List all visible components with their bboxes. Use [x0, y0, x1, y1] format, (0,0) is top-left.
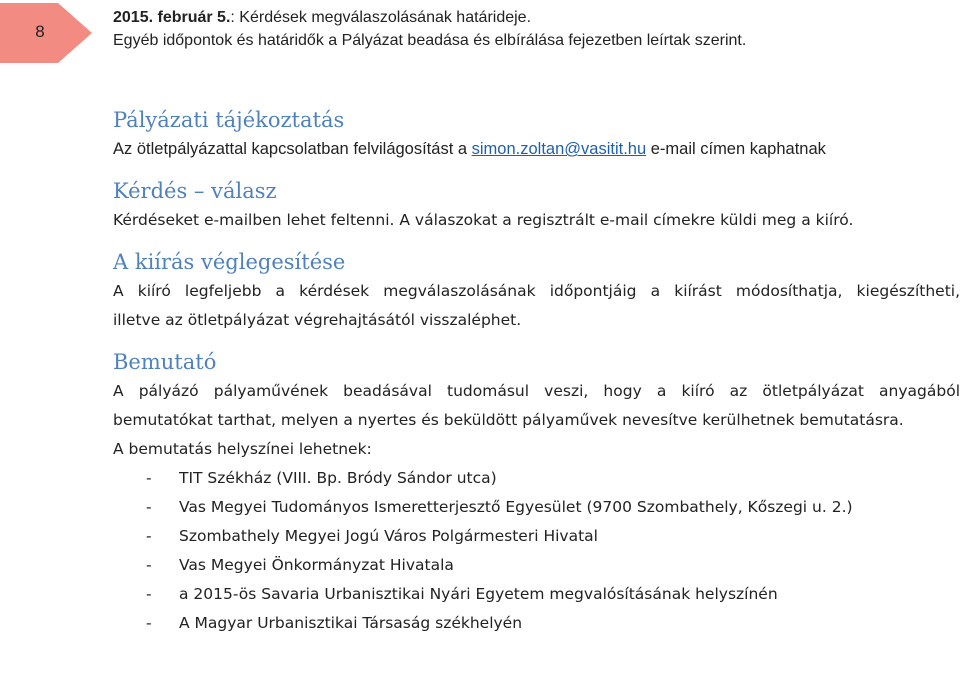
venue-item: - A Magyar Urbanisztikai Társaság székhelyén [113, 609, 960, 638]
venue-item: - Vas Megyei Tudományos Ismeretterjesztő Egyesület (9700 Szombathely, Kőszegi u. 2.) [113, 493, 960, 522]
email-link[interactable]: simon.zoltan@vasitit.hu [471, 140, 647, 158]
venue-item: - a 2015-ös Savaria Urbanisztikai Nyári Egyetem megvalósításának helyszínén [113, 580, 960, 609]
exhibit-line-1: A pályázó pályaművének beadásával tudomásul veszi, hogy a kiíró az ötletpályázat anyagából [113, 382, 960, 400]
venue-item: - TIT Székház (VIII. Bp. Bródy Sándor utca) [113, 464, 960, 493]
qa-paragraph: Kérdéseket e-mailben lehet feltenni. A válaszokat a regisztrált e-mail címekre küldi meg a kiíró. [113, 211, 854, 229]
deadline-date: 2015. február 5. [113, 9, 231, 26]
info-text-before: Az ötletpályázattal kapcsolatban felvilágosítást a [113, 140, 472, 158]
deadline-note: Egyéb időpontok és határidők a Pályázat beadása és elbírálása fejezetben leírtak szerint. [113, 32, 747, 49]
exhibit-line-2: bemutatókat tarthat, melyen a nyertes és beküldött pályaművek nevesítve kerülhetnek bemutatásra. [113, 411, 904, 429]
deadline-text: : Kérdések megválaszolásának határideje. [230, 9, 532, 26]
deadline-line [113, 6, 953, 29]
exhibit-paragraph [113, 377, 960, 435]
deadline-block [113, 6, 953, 52]
page-number: 8 [35, 22, 45, 41]
finalize-heading: A kiírás véglegesítése [113, 250, 346, 274]
info-paragraph [113, 135, 960, 164]
venues-list [113, 464, 960, 638]
info-text-after: e-mail címen kaphatnak [646, 140, 826, 158]
page-number-badge [0, 3, 90, 63]
finalize-line-1: A kiíró legfeljebb a kérdések megválaszolásának időpontjáig a kiírást módosíthatja, kiegészítheti, [113, 282, 960, 300]
venue-item: - Szombathely Megyei Jogú Város Polgármesteri Hivatal [113, 522, 960, 551]
info-heading: Pályázati tájékoztatás [113, 108, 345, 132]
exhibit-heading: Bemutató [113, 350, 217, 374]
finalize-paragraph [113, 277, 960, 335]
qa-heading: Kérdés – válasz [113, 179, 277, 203]
venue-item: - Vas Megyei Önkormányzat Hivatala [113, 551, 960, 580]
finalize-line-2: illetve az ötletpályázat végrehajtásától visszaléphet. [113, 311, 522, 329]
document-body [113, 100, 960, 638]
venues-intro: A bemutatás helyszínei lehetnek: [113, 440, 372, 458]
